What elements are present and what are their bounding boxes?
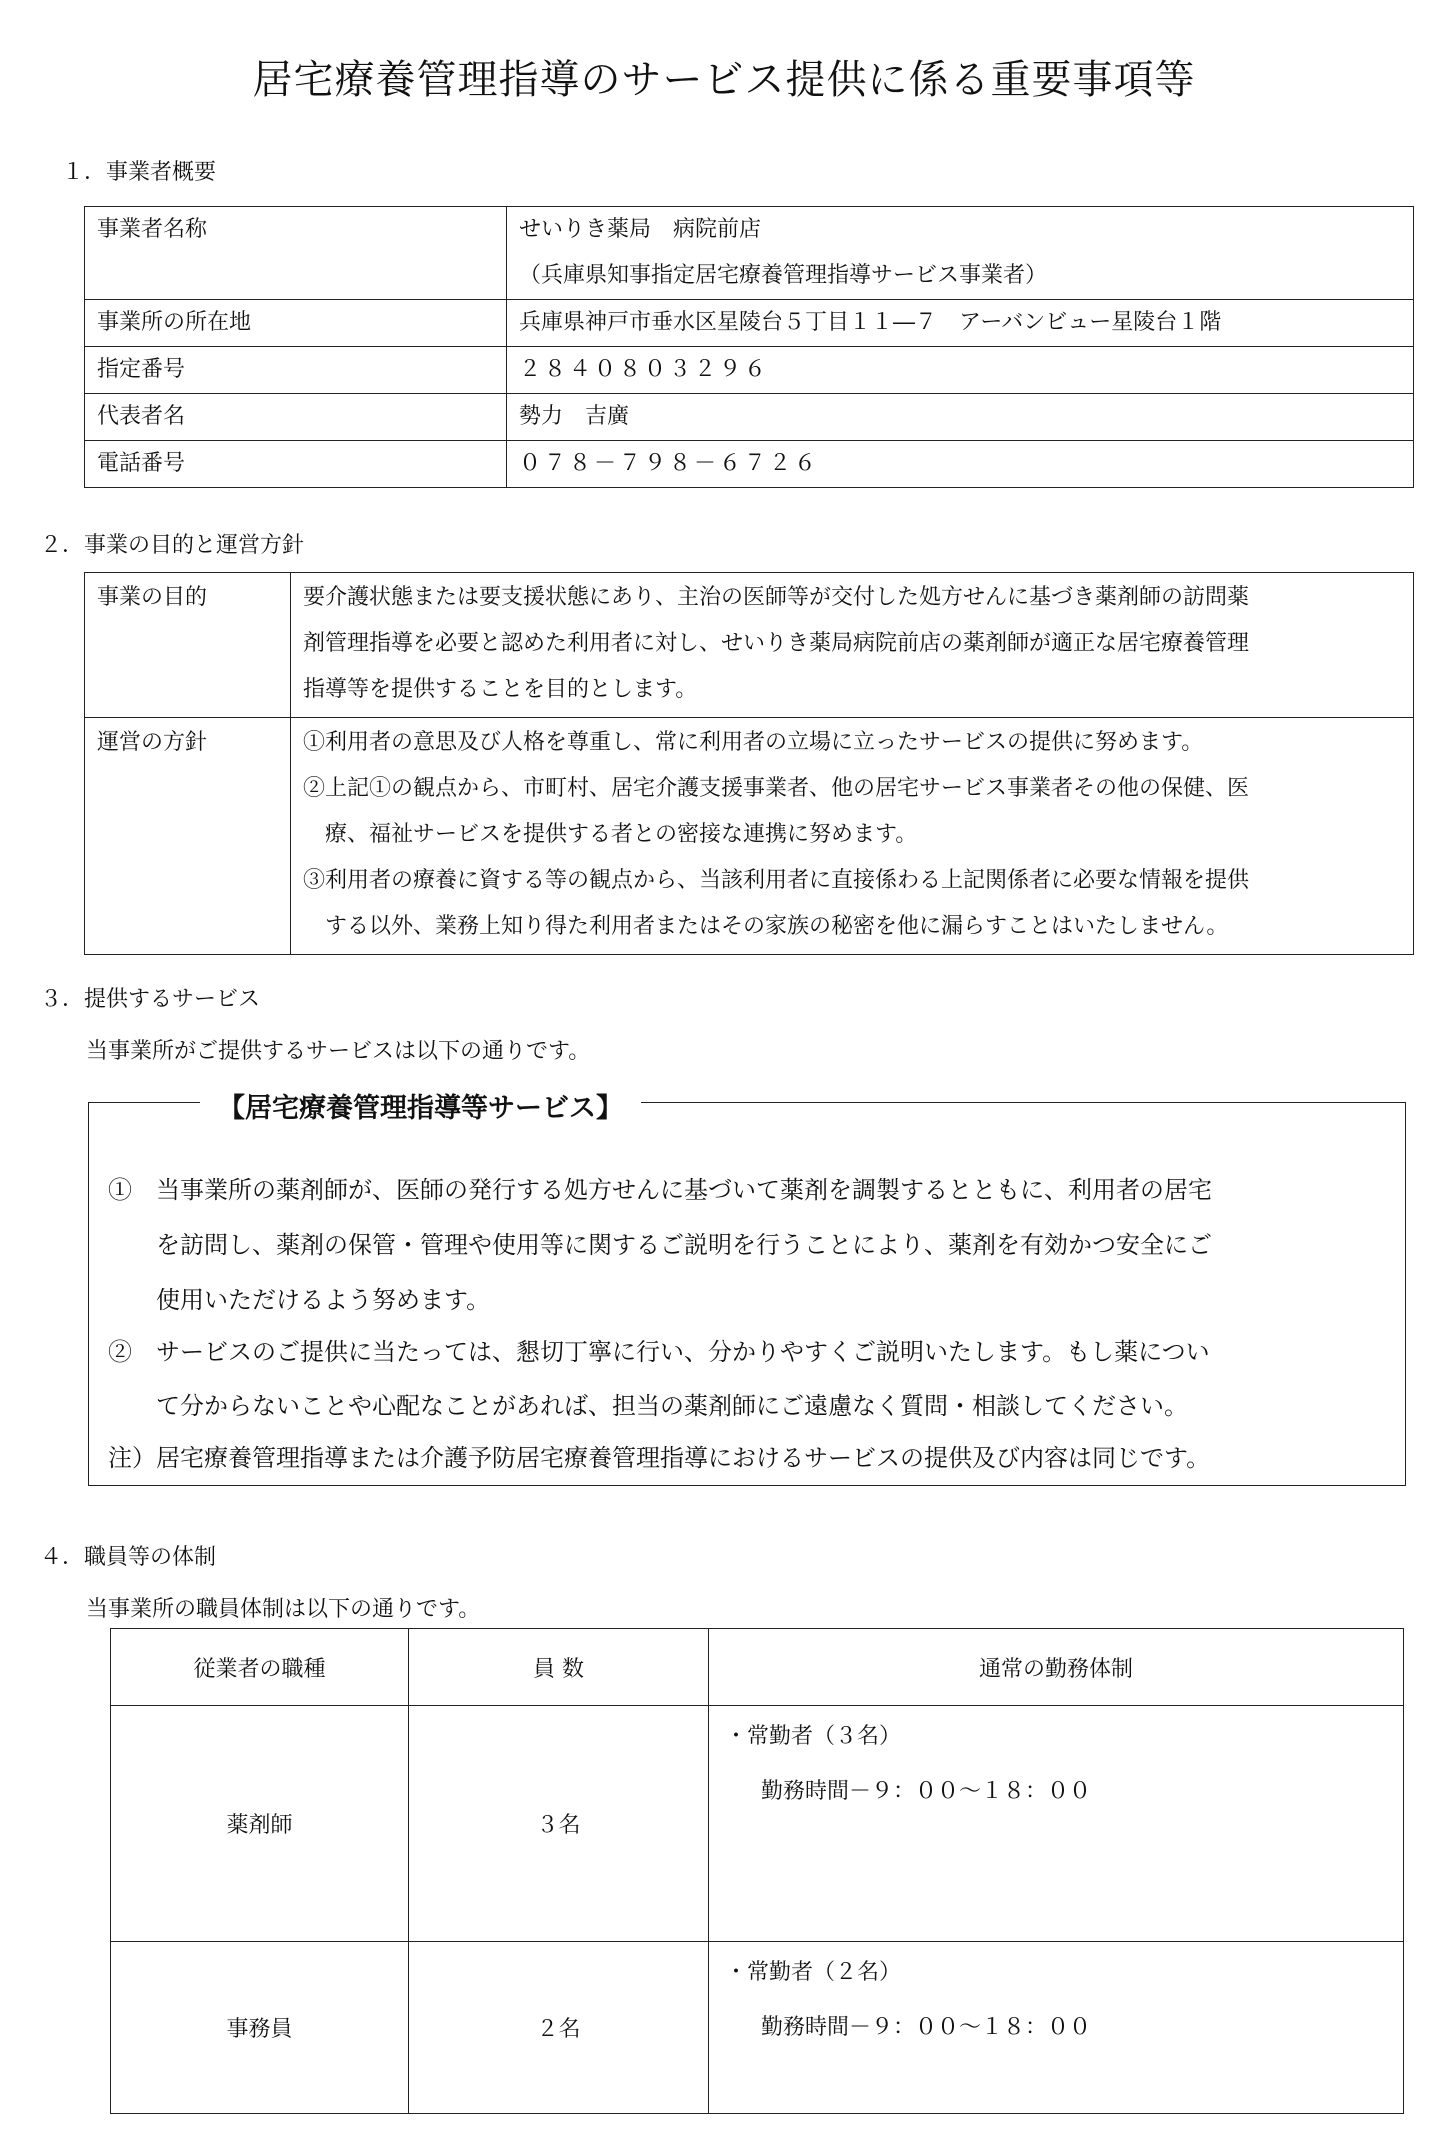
policy-text [291,718,1414,955]
table-row [85,394,1414,441]
service-line: を訪問し、薬剤の保管・管理や使用等に関するご説明を行うことにより、薬剤を有効かつ安全にご [108,1231,1212,1259]
table-row [85,718,1414,955]
service-line: 使用いただけるよう努めます。 [108,1286,491,1314]
section2-heading: ２．事業の目的と運営方針 [40,533,305,558]
column-header: 従業者の職種 [111,1629,409,1706]
policy-line: ②上記①の観点から、市町村、居宅介護支援事業者、他の居宅サービス事業者その他の保健、医 [303,776,1250,801]
shift-type: ・常勤者（３名） [725,1724,902,1749]
column-header: 通常の勤務体制 [709,1629,1404,1706]
staff-shift [709,1706,1404,1942]
section3-heading: ３．提供するサービス [40,987,261,1012]
staff-role: 薬剤師 [111,1706,409,1942]
representative-value: 勢力 吉廣 [507,394,1414,441]
service-line: ② サービスのご提供に当たっては、懇切丁寧に行い、分かりやすくご説明いたします。もし薬につい [108,1338,1210,1366]
table-row [111,1706,1404,1942]
shift-type: ・常勤者（２名） [725,1960,902,1985]
table-row [85,207,1414,300]
service-line: ① 当事業所の薬剤師が、医師の発行する処方せんに基づいて薬剤を調製するとともに、利用者の居宅 [108,1176,1212,1204]
table-row [85,347,1414,394]
shift-hours: 勤務時間－９：００～１８：００ [761,2015,1092,2040]
table-row [111,1942,1404,2114]
policy-line: 療、福祉サービスを提供する者との密接な連携に努めます。 [303,822,918,847]
table-row [85,573,1414,718]
staff-count: ３名 [409,1706,709,1942]
purpose-line: 指導等を提供することを目的とします。 [303,677,698,702]
designation-number-value: ２８４０８０３２９６ [507,347,1414,394]
policy-label: 運営の方針 [85,718,291,955]
table-header-row [111,1629,1404,1706]
staff-role: 事務員 [111,1942,409,2114]
column-header: 員 数 [409,1629,709,1706]
shift-hours: 勤務時間－９：００～１８：００ [761,1779,1092,1804]
policy-line: する以外、業務上知り得た利用者またはその家族の秘密を他に漏らすことはいたしません。 [303,914,1229,939]
purpose-text [291,573,1414,718]
row-label: 事業者名称 [85,207,507,300]
staff-shift [709,1942,1404,2114]
business-overview-table [84,206,1414,488]
section3-intro: 当事業所がご提供するサービスは以下の通りです。 [86,1039,591,1064]
section4-intro: 当事業所の職員体制は以下の通りです。 [86,1597,481,1622]
row-label: 代表者名 [85,394,507,441]
purpose-line: 剤管理指導を必要と認めた利用者に対し、せいりき薬局病院前店の薬剤師が適正な居宅療養管理 [303,631,1250,656]
business-designation: （兵庫県知事指定居宅療養管理指導サービス事業者） [519,263,1048,288]
service-box-title: 【居宅療養管理指導等サービス】 [200,1086,641,1125]
table-row [85,441,1414,488]
row-value [507,207,1414,300]
staff-count: ２名 [409,1942,709,2114]
section4-heading: ４．職員等の体制 [40,1545,217,1570]
row-label: 電話番号 [85,441,507,488]
policy-line: ①利用者の意思及び人格を尊重し、常に利用者の立場に立ったサービスの提供に努めます。 [303,730,1204,755]
purpose-policy-table [84,572,1414,955]
row-label: 指定番号 [85,347,507,394]
section1-heading: １．事業者概要 [62,160,217,185]
purpose-label: 事業の目的 [85,573,291,718]
row-label: 事業所の所在地 [85,300,507,347]
purpose-line: 要介護状態または要支援状態にあり、主治の医師等が交付した処方せんに基づき薬剤師の訪問薬 [303,585,1250,610]
business-name: せいりき薬局 病院前店 [519,217,762,242]
page-title: 居宅療養管理指導のサービス提供に係る重要事項等 [252,57,1196,103]
service-line: て分からないことや心配なことがあれば、担当の薬剤師にご遠慮なく質問・相談してください。 [108,1392,1188,1420]
service-note: 注）居宅療養管理指導または介護予防居宅療養管理指導におけるサービスの提供及び内容は同じです。 [108,1444,1211,1472]
phone-value: ０７８－７９８－６７２６ [507,441,1414,488]
address-value: 兵庫県神戸市垂水区星陵台５丁目１１―７ アーバンビュー星陵台１階 [507,300,1414,347]
staff-table [110,1628,1404,2114]
table-row [85,300,1414,347]
policy-line: ③利用者の療養に資する等の観点から、当該利用者に直接係わる上記関係者に必要な情報を提供 [303,868,1250,893]
